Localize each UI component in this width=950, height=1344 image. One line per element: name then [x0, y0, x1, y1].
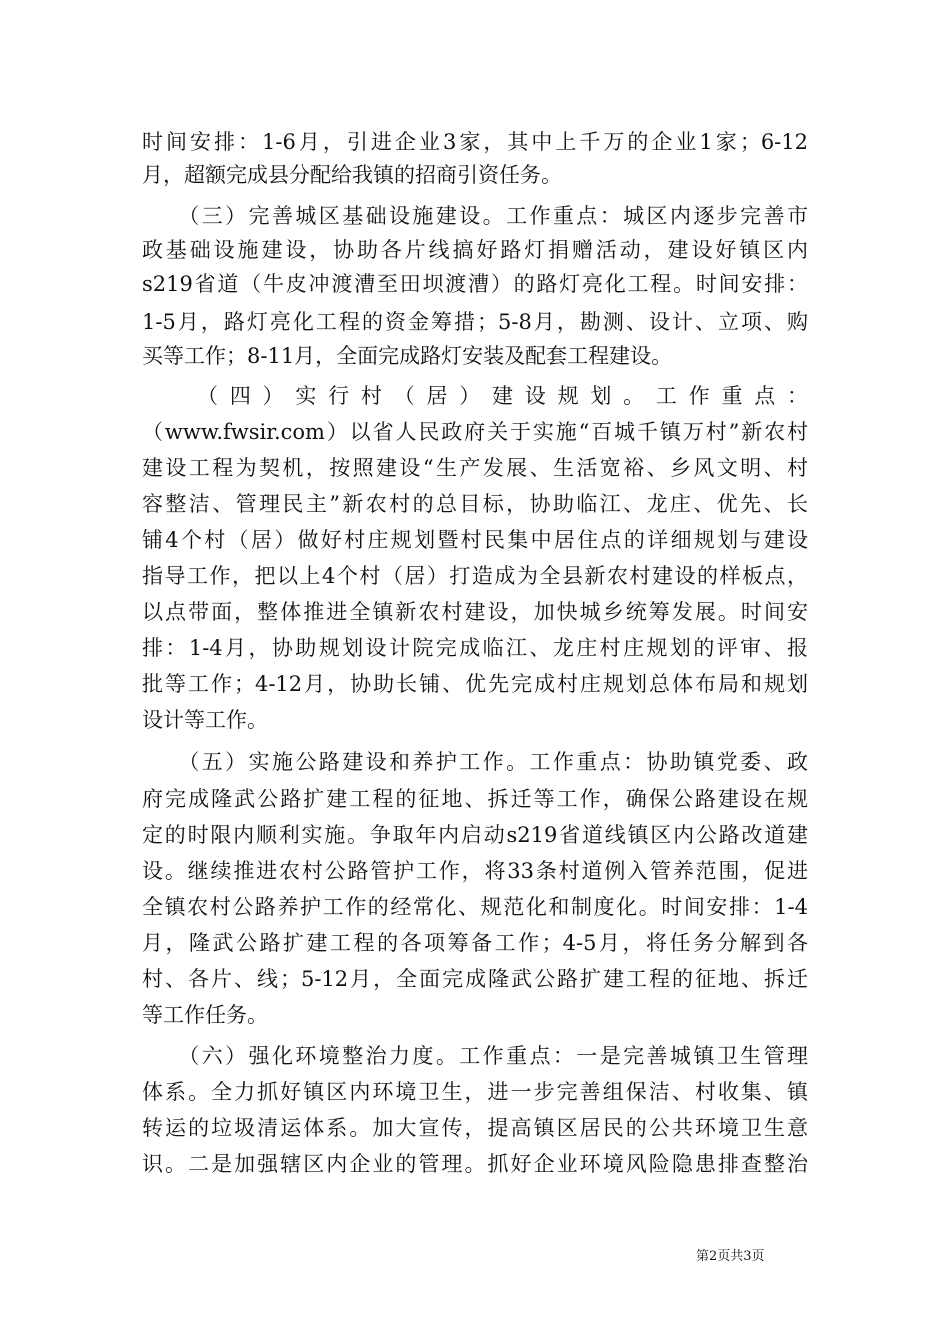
text-line: 铺4个村（居）做好村庄规划暨村民集中居住点的详细规划与建设 — [142, 528, 808, 552]
text-line: s219省道（牛皮冲渡漕至田坝渡漕）的路灯亮化工程。时间安排： — [142, 272, 808, 296]
text-line: （六）强化环境整治力度。工作重点：一是完善城镇卫生管理 — [142, 1044, 808, 1068]
text-line: （www.fwsir.com）以省人民政府关于实施“百城千镇万村”新农村 — [142, 420, 808, 444]
text-line: 月，隆武公路扩建工程的各项筹备工作；4-5月，将任务分解到各 — [142, 931, 808, 955]
text-line: 政基础设施建设，协助各片线搞好路灯捐赠活动，建设好镇区内 — [142, 238, 808, 262]
text-line: 村、各片、线；5-12月，全面完成隆武公路扩建工程的征地、拆迁 — [142, 967, 808, 991]
text-line: （三）完善城区基础设施建设。工作重点：城区内逐步完善市 — [142, 204, 808, 228]
text-line: 批等工作；4-12月，协助长铺、优先完成村庄规划总体布局和规划 — [142, 672, 808, 696]
text-line: 设计等工作。 — [142, 708, 268, 732]
text-line: 定的时限内顺利实施。争取年内启动s219省道线镇区内公路改道建 — [142, 823, 808, 847]
text-line: 月，超额完成县分配给我镇的招商引资任务。 — [142, 163, 562, 187]
text-line: 建设工程为契机，按照建设“生产发展、生活宽裕、乡风文明、村 — [142, 456, 808, 480]
text-line: 1-5月，路灯亮化工程的资金筹措；5-8月，勘测、设计、立项、购 — [142, 310, 808, 334]
text-line: 转运的垃圾清运体系。加大宣传，提高镇区居民的公共环境卫生意 — [142, 1116, 808, 1140]
text-line: 指导工作，把以上4个村（居）打造成为全县新农村建设的样板点， — [142, 564, 808, 588]
page-number: 第2页共3页 — [696, 1249, 765, 1264]
text-line: 体系。全力抓好镇区内环境卫生，进一步完善组保洁、村收集、镇 — [142, 1080, 808, 1104]
text-line: 以点带面，整体推进全镇新农村建设，加快城乡统筹发展。时间安 — [142, 600, 808, 624]
text-line: 设。继续推进农村公路管护工作，将33条村道例入管养范围，促进 — [142, 859, 808, 883]
text-line: 容整洁、管理民主”新农村的总目标，协助临江、龙庄、优先、长 — [142, 492, 808, 516]
text-line: 全镇农村公路养护工作的经常化、规范化和制度化。时间安排：1-4 — [142, 895, 808, 919]
text-line: （五）实施公路建设和养护工作。工作重点：协助镇党委、政 — [142, 750, 808, 774]
text-line: 排：1-4月，协助规划设计院完成临江、龙庄村庄规划的评审、报 — [142, 636, 808, 660]
text-line: 时间安排：1-6月，引进企业3家，其中上千万的企业1家；6-12 — [142, 130, 808, 154]
text-line: 买等工作；8-11月，全面完成路灯安装及配套工程建设。 — [142, 344, 673, 368]
text-line: 识。二是加强辖区内企业的管理。抓好企业环境风险隐患排查整治 — [142, 1152, 808, 1176]
text-line: 等工作任务。 — [142, 1003, 268, 1027]
text-line: （四）实行村（居）建设规划。工作重点： — [142, 384, 808, 408]
text-line: 府完成隆武公路扩建工程的征地、拆迁等工作，确保公路建设在规 — [142, 787, 808, 811]
